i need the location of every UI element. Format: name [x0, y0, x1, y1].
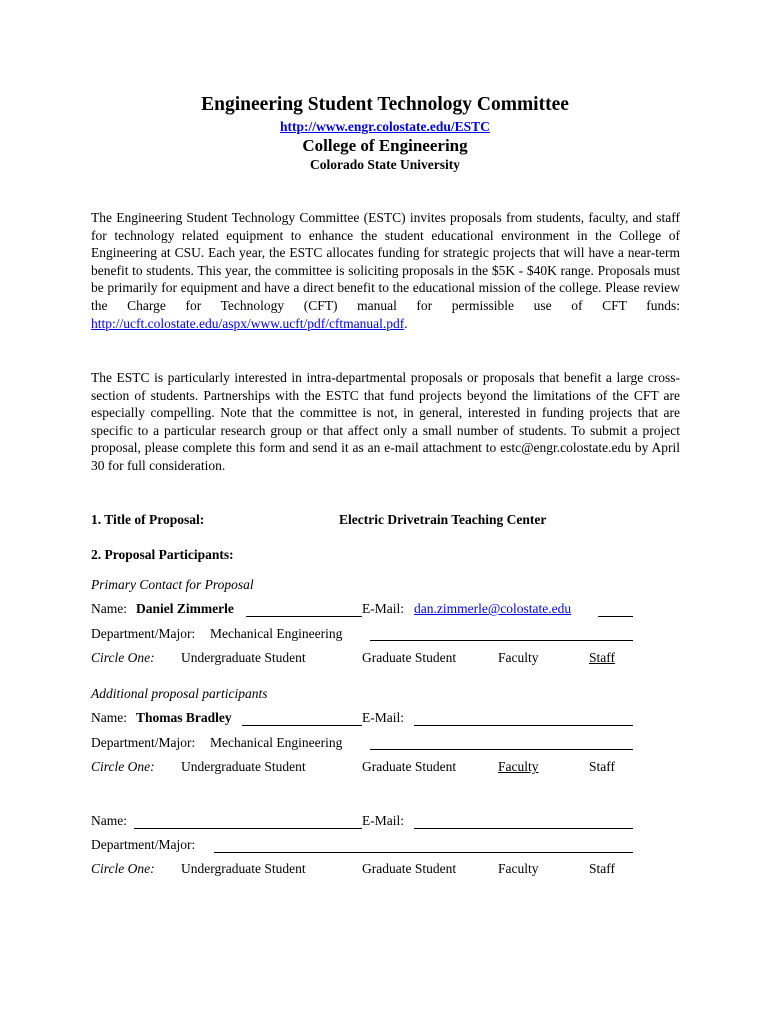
cft-manual-link[interactable]: http://ucft.colostate.edu/aspx/www.ucft/pdf/cftmanual.pdf: [91, 315, 405, 331]
participant2-email-underline: [414, 725, 633, 726]
participant2-option-staff[interactable]: Staff: [589, 759, 615, 774]
committee-url-link[interactable]: http://www.engr.colostate.edu/ESTC: [280, 119, 490, 134]
participant3-option-faculty[interactable]: Faculty: [498, 861, 539, 876]
primary-dept-underline: [370, 640, 633, 641]
participant3-option-staff[interactable]: Staff: [589, 861, 615, 876]
proposal-title-value[interactable]: Electric Drivetrain Teaching Center: [339, 512, 547, 527]
participant3-name-label: Name:: [91, 813, 127, 828]
primary-option-graduate[interactable]: Graduate Student: [362, 650, 457, 665]
participant3-dept-underline: [214, 852, 633, 853]
additional-participants-heading: Additional proposal participants: [91, 686, 268, 701]
participant3-option-graduate[interactable]: Graduate Student: [362, 861, 457, 876]
participant2-option-faculty-selected[interactable]: Faculty: [498, 759, 539, 774]
intro-paragraph-1-text: The Engineering Student Technology Committee (ESTC) invites proposals from students, faculty, and staff for technology related equipment to enhance the student educational environment in the College of Engineering at CSU. Each year, the ESTC allocates funding for strategic projects that will have a near-term benefit to students. This year, the committee is soliciting proposals in the $5K - $40K range. Proposals must be primarily for equipment and have a direct benefit to the educational mission of the college. Please review the Charge for Technology (CFT) manual for permissible use of CFT funds:: [91, 210, 680, 313]
proposal-title-label: 1. Title of Proposal:: [91, 512, 205, 527]
primary-email-value[interactable]: dan.zimmerle@colostate.edu: [414, 601, 572, 616]
primary-option-faculty[interactable]: Faculty: [498, 650, 539, 665]
participant3-name-underline: [134, 828, 362, 829]
participant3-option-undergraduate[interactable]: Undergraduate Student: [181, 861, 306, 876]
primary-name-underline: [246, 616, 362, 617]
participant2-dept-value[interactable]: Mechanical Engineering: [210, 735, 343, 750]
primary-dept-label: Department/Major:: [91, 626, 196, 641]
participant2-circle-label: Circle One:: [91, 759, 155, 774]
participant2-dept-label: Department/Major:: [91, 735, 196, 750]
primary-dept-value[interactable]: Mechanical Engineering: [210, 626, 343, 641]
primary-name-label: Name:: [91, 601, 127, 616]
participant2-option-graduate[interactable]: Graduate Student: [362, 759, 457, 774]
intro-paragraph-2: The ESTC is particularly interested in intra-departmental proposals or proposals that benefit a large cross-section of students. Partnerships with the ESTC that fund projects beyond the limitations of the CFT are especially compelling. Note that the committee is not, in general, interested in funding projects that are specific to a particular research group or that affect only a small number of students. To submit a project proposal, please complete this form and send it as an e-mail attachment to estc@engr.colostate.edu by April 30 for full consideration.: [91, 370, 680, 473]
participant2-name-label: Name:: [91, 710, 127, 725]
primary-email-label: E-Mail:: [362, 601, 404, 616]
primary-contact-heading: Primary Contact for Proposal: [91, 577, 254, 592]
primary-option-undergraduate[interactable]: Undergraduate Student: [181, 650, 306, 665]
participant2-name-underline: [242, 725, 362, 726]
intro-paragraph-1: [91, 209, 680, 332]
participants-label: 2. Proposal Participants:: [91, 547, 234, 562]
primary-circle-label: Circle One:: [91, 650, 155, 665]
participant2-dept-underline: [370, 749, 633, 750]
participant3-email-label: E-Mail:: [362, 813, 404, 828]
participant2-email-label: E-Mail:: [362, 710, 404, 725]
participant3-email-underline: [414, 828, 633, 829]
document-title: Engineering Student Technology Committee: [201, 94, 569, 115]
university-heading: Colorado State University: [310, 157, 460, 172]
college-heading: College of Engineering: [302, 136, 468, 155]
participant3-circle-label: Circle One:: [91, 861, 155, 876]
participant2-name-value[interactable]: Thomas Bradley: [136, 710, 232, 725]
participant3-dept-label: Department/Major:: [91, 837, 196, 852]
primary-email-underline: [598, 616, 633, 617]
intro-paragraph-1-end: .: [404, 315, 408, 331]
participant2-option-undergraduate[interactable]: Undergraduate Student: [181, 759, 306, 774]
primary-option-staff-selected[interactable]: Staff: [589, 650, 615, 665]
primary-name-value[interactable]: Daniel Zimmerle: [136, 601, 234, 616]
